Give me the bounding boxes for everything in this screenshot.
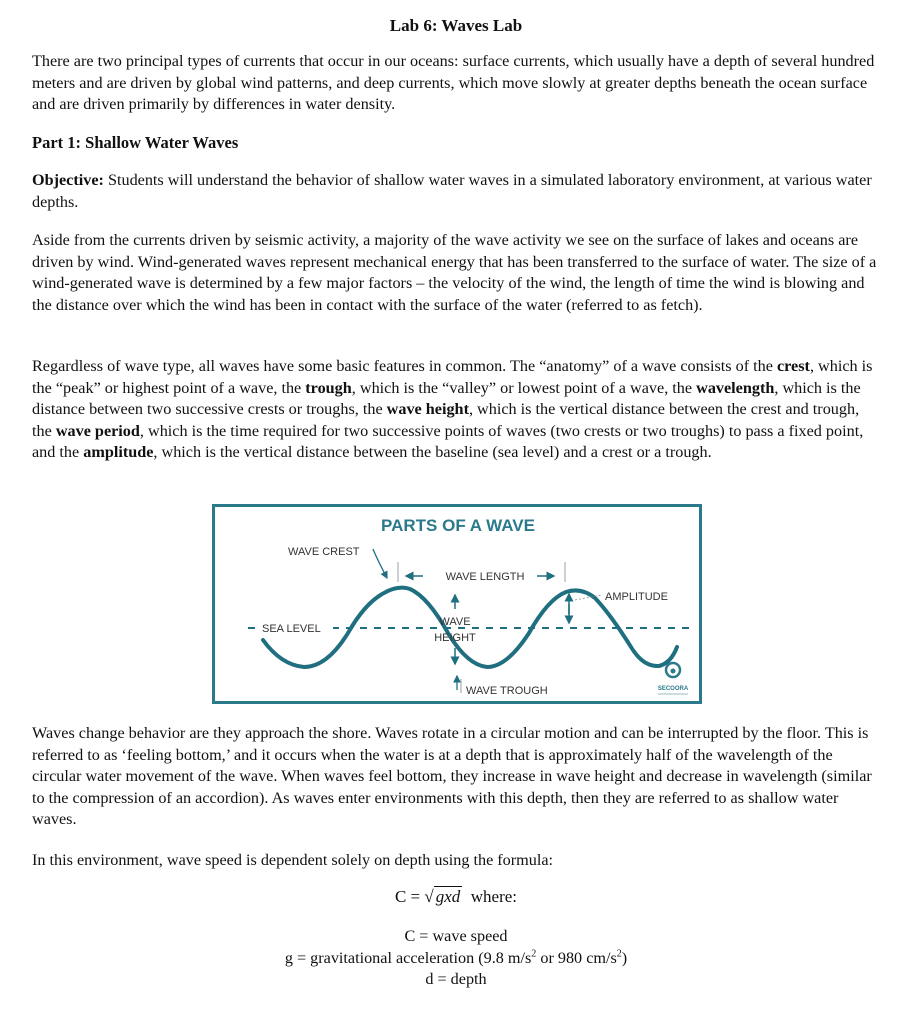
term-wave-period: wave period (55, 421, 140, 440)
term-trough: trough (305, 378, 352, 397)
definition-g-text-1: g = gravitational acceleration (9.8 m/s (284, 948, 532, 967)
page-title: Lab 6: Waves Lab (389, 16, 523, 35)
secoora-logo (658, 663, 689, 694)
objective-paragraph (32, 170, 880, 213)
wave-diagram-svg (215, 507, 699, 701)
label-amplitude: AMPLITUDE (605, 591, 668, 603)
definition-g-exponent-2: 2 (616, 948, 622, 960)
formula-intro-paragraph: In this environment, wave speed is dependent solely on depth using the formula: (32, 851, 554, 869)
term-wave-height: wave height (386, 400, 469, 418)
definition-d: d = depth (425, 970, 487, 988)
anatomy-text-1: Regardless of wave type, all waves have some basic features in common. The “anatomy” of a wave consists of the (32, 357, 777, 375)
definition-g-exponent-1: 2 (531, 948, 537, 960)
formula-where: where: (470, 887, 518, 906)
anatomy-text-3: , which is the “valley” or lowest point of a wave, the (351, 378, 697, 397)
crest-pointer-arrow (373, 549, 387, 578)
formula-lhs: C = (394, 887, 425, 906)
wind-paragraph: Aside from the currents driven by seismic activity, a majority of the wave activity we see on the surface of lakes and oceans are driven by wind. Wind-generated waves represent mechanical energy that has been transferred to the surface of water. The size of a wind-generated wave is determined by a few major factors – the velocity of the wind, the length of time the wind is blowing and the distance over which the wind has been in contact with the surface of the water (referred to as fetch). (32, 231, 877, 314)
term-wavelength: wavelength (696, 378, 775, 397)
wave-diagram (212, 504, 702, 704)
intro-paragraph: There are two principal types of currents that occur in our oceans: surface currents, which usually have a depth of several hundred meters and are driven by global wind patterns, and deep currents, which move slowly at greater depths beneath the ocean surface and are driven primarily by differences in water density. (32, 52, 875, 113)
label-wave-crest: WAVE CREST (288, 546, 360, 558)
shore-paragraph: Waves change behavior are they approach the shore. Waves rotate in a circular motion and can be interrupted by the floor. This is referred to as ‘feeling bottom,’ and it occurs when the water is at a depth that is approximately half of the wavelength of the circular water movement of the wave. When waves feel bottom, they increase in wave height and decrease in wavelength (similar to the compression of an accordion). As waves enter environments with this depth, then they are referred to as shallow water waves. (32, 724, 872, 828)
label-wave-trough: WAVE TROUGH (466, 685, 548, 697)
formula-definitions (32, 926, 880, 991)
part1-heading: Part 1: Shallow Water Waves (32, 133, 239, 152)
anatomy-text-4: , which is the distance between two successive crests or troughs, the (32, 378, 861, 418)
definition-g-text-3: ) (621, 948, 628, 967)
anatomy-text-7: , which is the vertical distance between the baseline (sea level) and a crest or a trough. (153, 443, 712, 461)
anatomy-paragraph (32, 356, 880, 464)
wave-speed-formula (32, 886, 880, 907)
objective-text: Students will understand the behavior of shallow water waves in a simulated laboratory environment, at various water depths. (32, 171, 872, 211)
objective-label: Objective: (32, 171, 104, 189)
definition-c: C = wave speed (404, 927, 508, 945)
anatomy-text-5: , which is the vertical distance between the crest and trough, the (32, 400, 860, 440)
label-wave-height-line2: HEIGHT (434, 632, 476, 644)
term-crest: crest (776, 357, 810, 375)
label-sea-level: SEA LEVEL (262, 623, 321, 635)
formula-radicand: gxd (435, 887, 461, 906)
definition-g-text-2: or 980 cm/s (536, 948, 617, 967)
sqrt-sign: √ (424, 887, 434, 906)
term-amplitude: amplitude (83, 443, 154, 461)
anatomy-text-2: , which is the “peak” or highest point of a wave, the (32, 357, 873, 397)
figure-title: PARTS OF A WAVE (381, 516, 535, 535)
logo-text: SECOORA (657, 686, 689, 692)
definition-g (32, 948, 880, 970)
label-wave-height-line1: WAVE (439, 616, 471, 628)
label-wave-length: WAVE LENGTH (445, 571, 525, 583)
anatomy-text-6: , which is the time required for two successive points of waves (two crests or two troughs) to pass a fixed point, and the (32, 421, 864, 461)
